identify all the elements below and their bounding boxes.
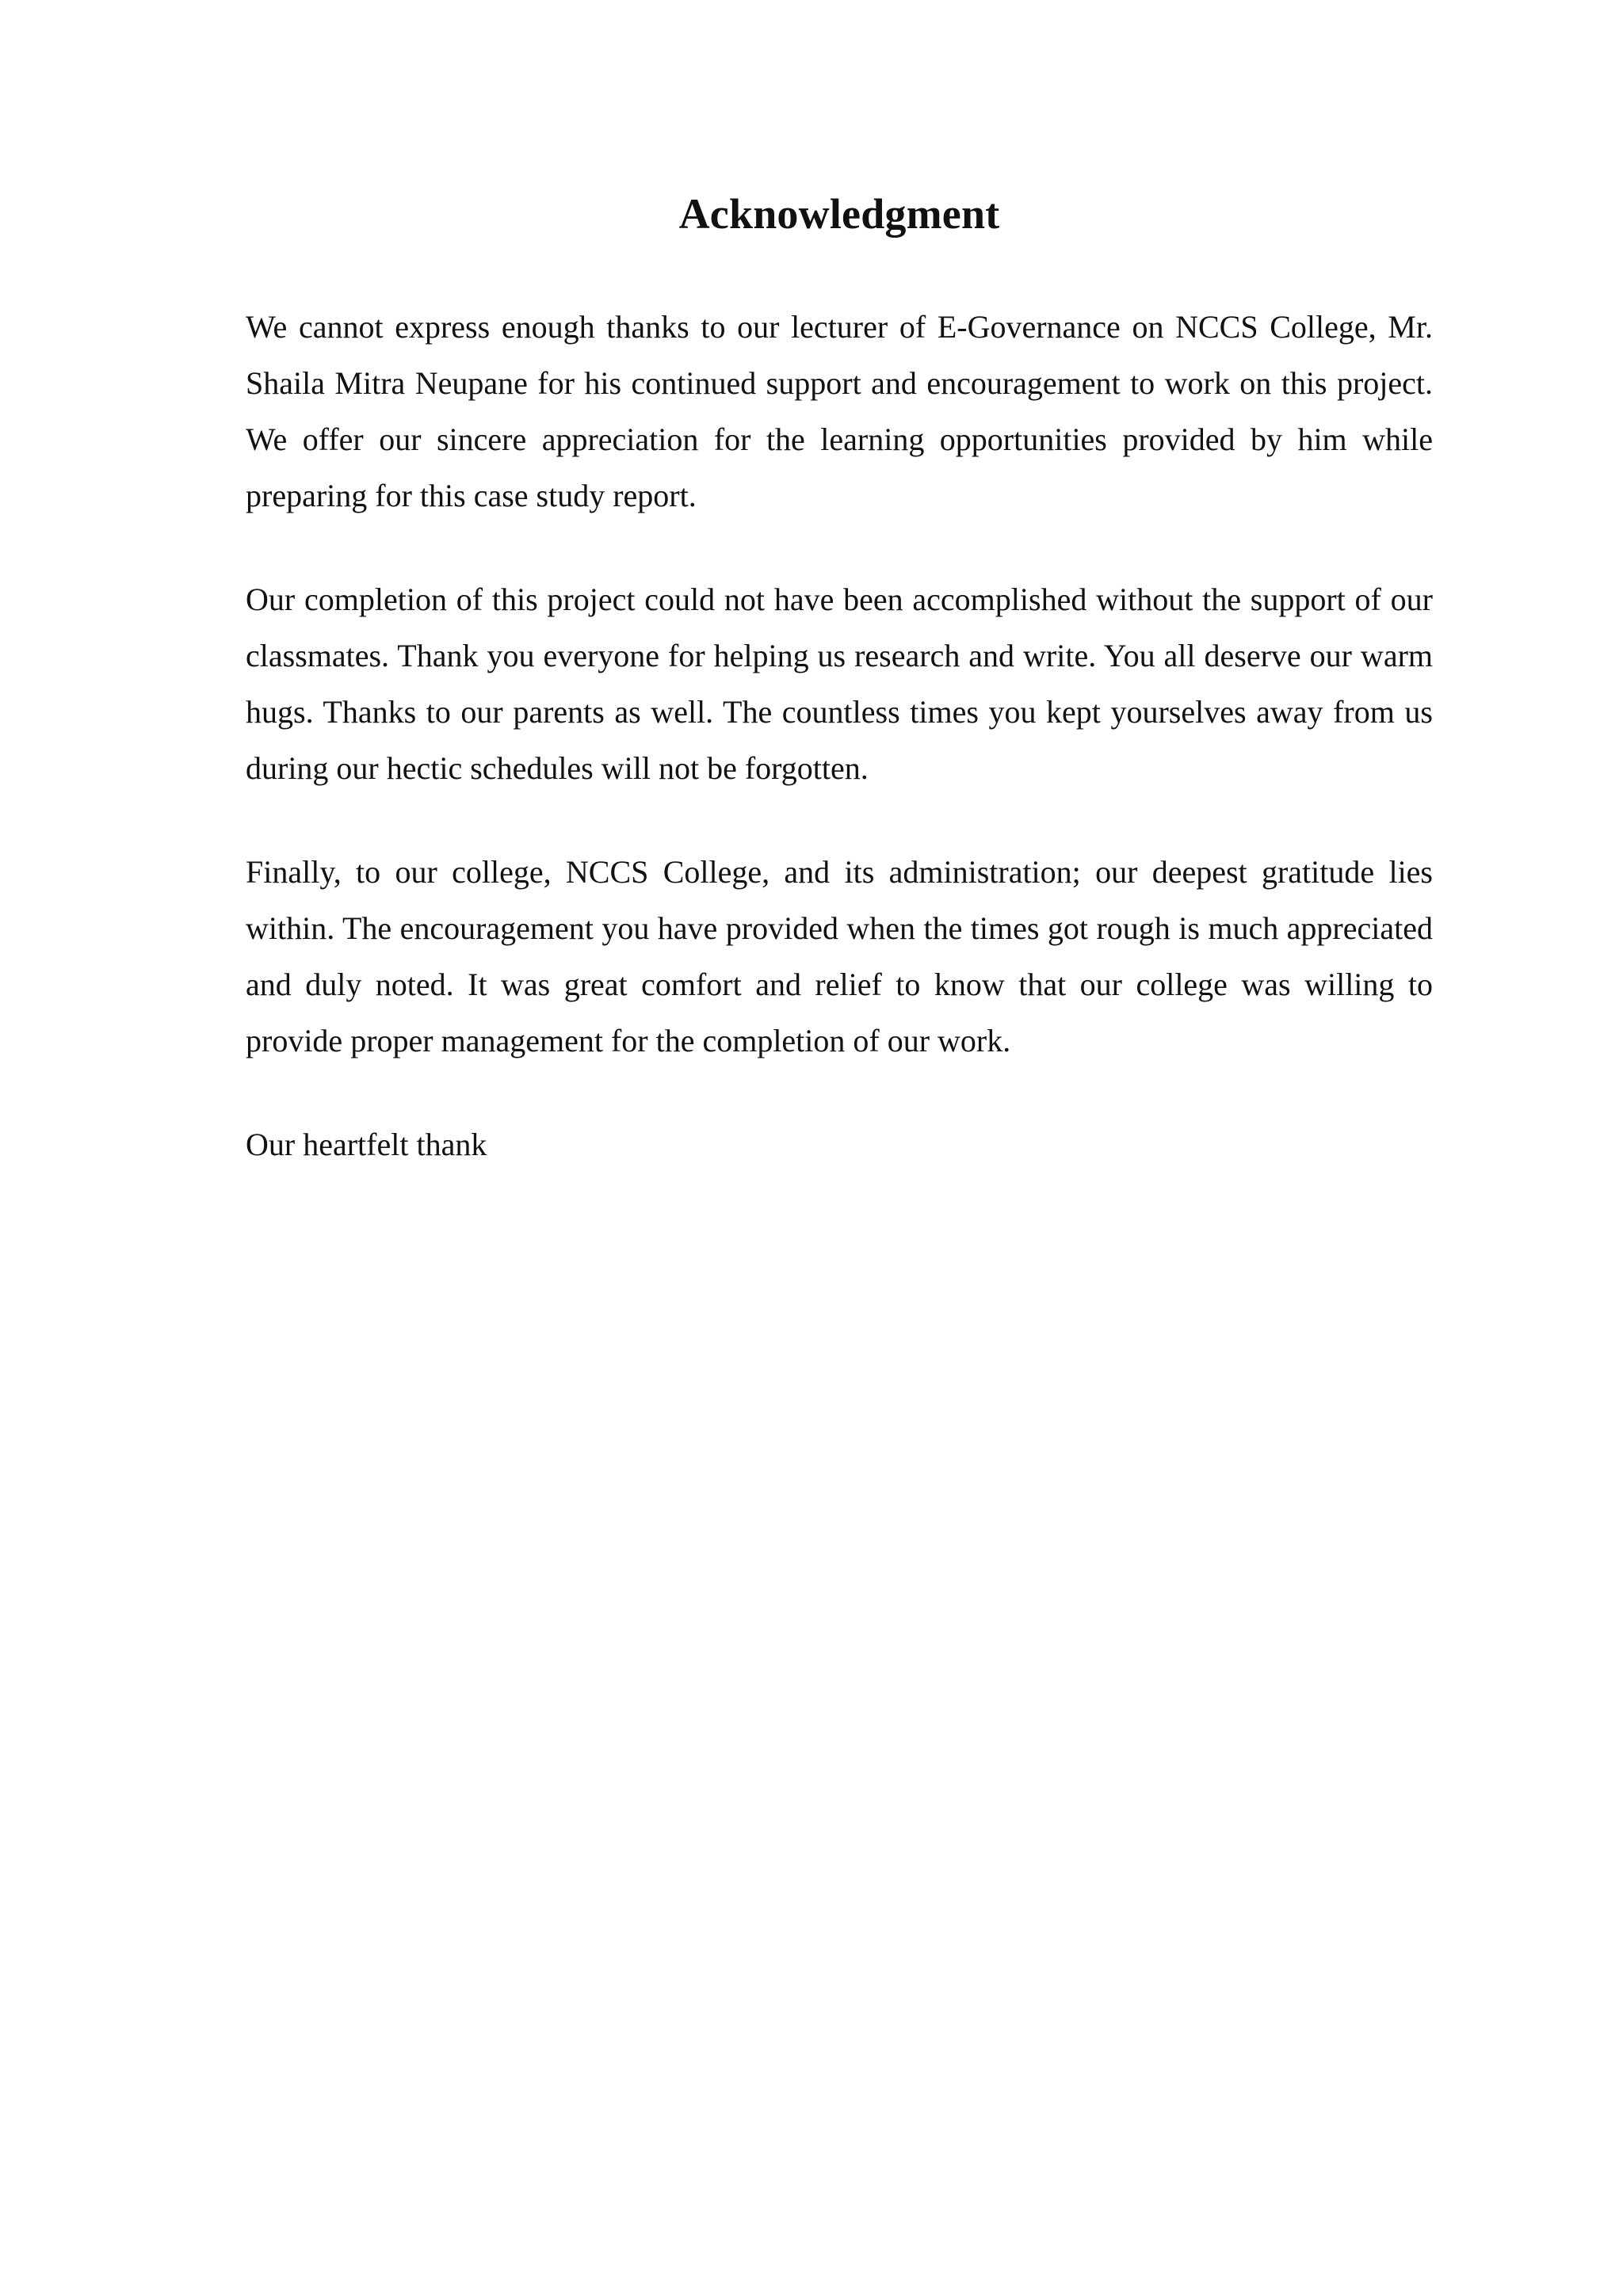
paragraph-lecturer-thanks: We cannot express enough thanks to our lecturer of E-Governance on NCCS College, Mr. Shaila Mitra Neupane for his continued support and encouragement to work on this project. We offer our sincere appreciation for the learning opportunities provided by him while preparing for this case study report.: [246, 309, 1433, 513]
paragraph-classmates-parents: Our completion of this project could not have been accomplished without the support of our classmates. Thank you everyone for helping us research and write. You all deserve our warm hugs. Thanks to our parents as well. The countless times you kept yourselves away from us during our hectic schedules will not be forgotten.: [246, 582, 1433, 786]
page-title: Acknowledgment: [678, 190, 1000, 238]
closing-line: Our heartfelt thank: [246, 1127, 487, 1162]
document-content: [246, 182, 1433, 1173]
paragraph-college-gratitude: Finally, to our college, NCCS College, and its administration; our deepest gratitude lies within. The encouragement you have provided when the times got rough is much appreciated and duly noted. It was great comfort and relief to know that our college was willing to provide proper management for the completion of our work.: [246, 854, 1433, 1058]
